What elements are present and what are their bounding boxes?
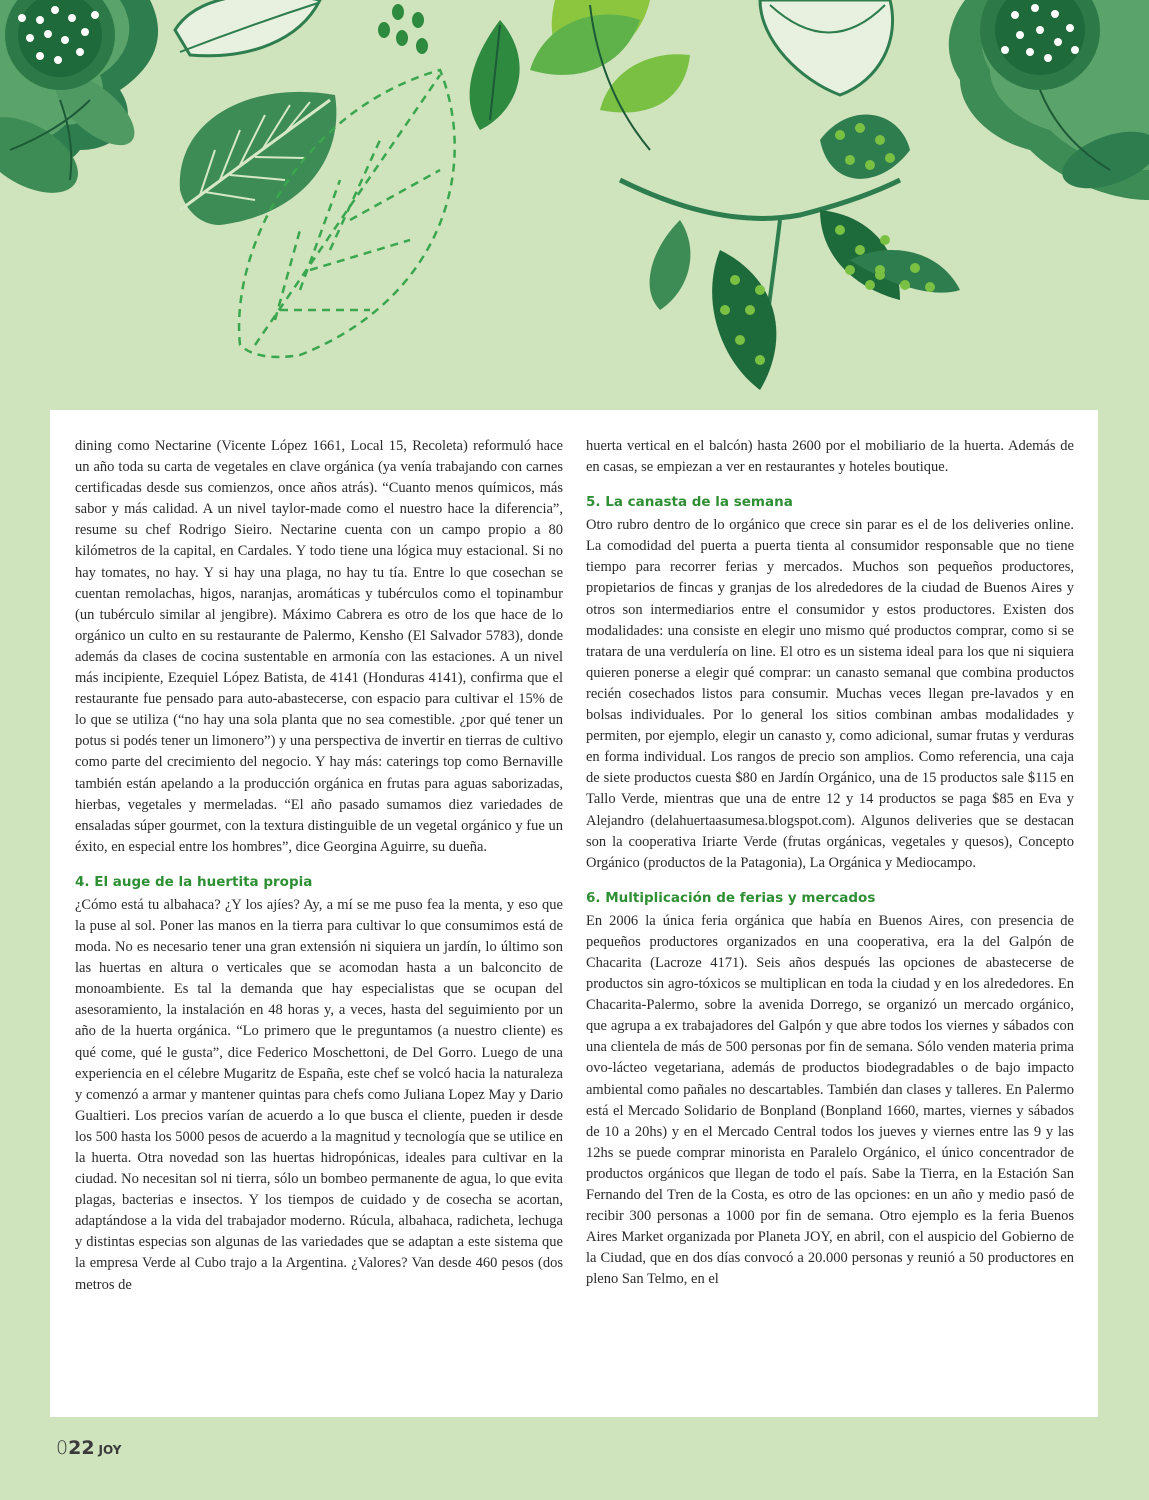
top-leaf-illustration <box>175 0 320 56</box>
folio-lead-digit: 0 <box>56 1437 69 1459</box>
section-4-body: ¿Cómo está tu albahaca? ¿Y los ajíes? Ay, a mí se me puso fea la menta, y eso que la puse al sol. Poner las manos en la tierra para cultivar lo que consumimos está de moda. No es necesario tener una gran extensión ni siquiera un jardín, lo último son las huertas en altura o verticales que se acomodan hasta a un balconcito de monoambiente. Es tal la demanda que hay especialistas que se ocupan del asesoramiento, la instalación en 48 horas y, a veces, hasta del seguimiento por un año de la huerta orgánica. “Lo primero que le preguntamos (a nuestro cliente) es qué come, qué le gusta”, dice Federico Moschettoni, de Del Gorro. Luego de una experiencia en el célebre Mugaritz de España, este chef se volcó hacia la naturaleza y comenzó a armar y mantener quintas para chefs como Juliana Lopez May y Dario Gualtieri. Los precios varían de acuerdo a lo que busca el cliente, pueden ir desde los 500 hasta los 5000 pesos de acuerdo a la magnitud y tecnología que se utilice en la huerta. Otra novedad son las huertas hidropónicas, ideales para cultivar en la ciudad. No necesitan sol ni tierra, sólo un bombeo permanente de agua, lo que evita plagas, bacterias e insectos. Y los tiempos de cuidado y de cosecha se acortan, adaptándose a la vida del trabajador moderno. Rúcula, albahaca, radicheta, lechuga y distintas especias son algunas de las variedades que se adaptan a este sistema que la empresa Verde al Cubo trajo a la Argentina. ¿Valores? Van desde 460 pesos (dos metros de <box>75 896 563 1293</box>
page-number: 22 <box>68 1437 95 1459</box>
left-column <box>75 436 563 1296</box>
magazine-name: JOY <box>98 1443 122 1457</box>
article-panel <box>50 410 1098 1417</box>
page-folio <box>56 1437 121 1459</box>
outlined-leaf-illustration <box>760 0 893 95</box>
section-6-heading: 6. Multiplicación de ferias y mercados <box>586 889 876 906</box>
striped-leaf-illustration <box>180 92 337 225</box>
section-5-body: Otro rubro dentro de lo orgánico que crece sin parar es el de los deliveries online. La comodidad del puerta a puerta tienta al consumidor responsable que no tiene tiempo para recorrer ferias y mercados. Muchos son pequeños productores, propietarios de fincas y granjas de los alrededores de la ciudad de Buenos Aires y otros son intermediarios entre el consumidor y estos productores. Existen dos modalidades: una consiste en elegir uno mismo qué productos comprar, como si se tratara de una verdulería on line. El otro es un sistema ideal para los que ni siquiera quieren ponerse a elegir qué comprar: un canasto semanal que combina productos recién cosechados listos para consumir. Muchas veces llegan pre-lavados y en bolsas individuales. Por lo general los sitios combinan ambas modalidades y permiten, por ejemplo, elegir un canasto y, como adicional, sumar frutas y verduras en forma individual. Los rangos de precio son amplios. Como referencia, una caja de siete productos cuesta $80 en Jardín Orgánico, una de 15 productos sale $115 en Tallo Verde, mientras que una de entre 12 y 14 productos se paga $85 en Eva y Alejandro (delahuertaasumesa.blogspot.com). Algunos deliveries que se destacan son la cooperativa Iriarte Verde (frutas orgánicas, vegetales y quesos), Concepto Orgánico (productos de la Patagonia), La Orgánica y Mediocampo. <box>586 517 1074 871</box>
continuation-paragraph: huerta vertical en el balcón) hasta 2600 por el mobiliario de la huerta. Además de en casas, se empiezan a ver en restaurantes y hoteles boutique. <box>586 438 1074 476</box>
section-6-body: En 2006 la única feria orgánica que había en Buenos Aires, con presencia de pequeños productores organizados en una cooperativa, era la del Galpón de Chacarita (Lacroze 4171). Seis años después las opciones de abastecerse de productos sin agro-tóxicos se multiplican en toda la ciudad y en los alrededores. En Chacarita-Palermo, sobre la avenida Dorrego, se organizó un mercado orgánico, que agrupa a ex trabajadores del Galpón y que abre todos los viernes y sábados con una clientela de más de 500 personas por fin de semana. Sólo venden materia prima ovo-lácteo vegetariana, además de productos biodegradables o de bajo impacto ambiental como pañales no descartables. También dan clases y talleres. En Palermo está el Mercado Solidario de Bonpland (Bonpland 1660, martes, viernes y sábados de 10 a 20hs) y en el Mercado Central todos los jueves y viernes entre las 9 y las 12hs se puede comprar minorista en Paralelo Orgánico, el único concentrador de productos orgánicos que llegan de todo el país. Sabe la Tierra, en la Estación San Fernando del Tren de la Costa, es otro de las opciones: en un año y medio pasó de recibir 300 personas a 1000 por fin de semana. Otro ejemplo es la feria Buenos Aires Market organizada por Planeta JOY, en abril, con el auspicio del Gobierno de la Ciudad, que en dos días convocó a 20.000 personas y reunió a 50 productores en pleno San Telmo, en el <box>586 912 1074 1288</box>
right-column <box>586 436 1074 1290</box>
dots-cluster-illustration <box>378 4 428 54</box>
right-flower-illustration <box>949 0 1149 200</box>
section-5-heading: 5. La canasta de la semana <box>586 494 793 511</box>
left-flower-illustration <box>0 0 158 208</box>
botanical-illustration <box>0 0 1149 410</box>
intro-paragraph: dining como Nectarine (Vicente López 1661, Local 15, Recoleta) reformuló hace un año toda su carta de vegetales en clave orgánica (ya venía trabajando con carnes certificadas desde sus comienzos, once años atrás). “Cuanto menos químicos, más sabor y más calidad. A un nivel taylor-made como el nuestro hace la diferencia”, resume su chef Rodrigo Sieiro. Nectarine cuenta con un campo propio a 80 kilómetros de la capital, en Cardales. Y todo tiene una lógica muy estacional. Si no hay tomates, no hay. Y si hay una plaga, no hay tu tía. Entre lo que cosechan se cuentan remolachas, higos, naranjas, aromáticas y tubérculos como el topinambur (un tubérculo similar al jengibre). Máximo Cabrera es otro de los que hace de lo orgánico un culto en su restaurante de Palermo, Kensho (El Salvador 5783), donde además da clases de cocina sustentable en armonía con las estaciones. A un nivel más incipiente, Ezequiel López Batista, de 4141 (Honduras 4141), confirma que el restaurante fue pensado para auto-abastecerse, con espacio para cultivar el 15% de lo que se utiliza (“no hay una sola planta que no sea comestible. ¿por qué tener un potus si podés tener un limonero”) y una perspectiva de invertir en tierras de cultivo como parte del crecimiento del negocio. Y hay más: caterings top como Bernaville también están apelando a la producción orgánica en frutas para aguas saborizadas, hierbas, vegetales y mermeladas. “El año pasado sumamos diez variedades de ensaladas súper gourmet, con la textura distinguible de un vegetal orgánico y fue un éxito, en especial entre los hombres”, dice Georgina Aguirre, su dueña. <box>75 438 563 855</box>
fern-branch-illustration <box>620 115 960 390</box>
section-4-heading: 4. El auge de la huertita propia <box>75 873 313 890</box>
green-leaves-illustration <box>470 0 690 150</box>
